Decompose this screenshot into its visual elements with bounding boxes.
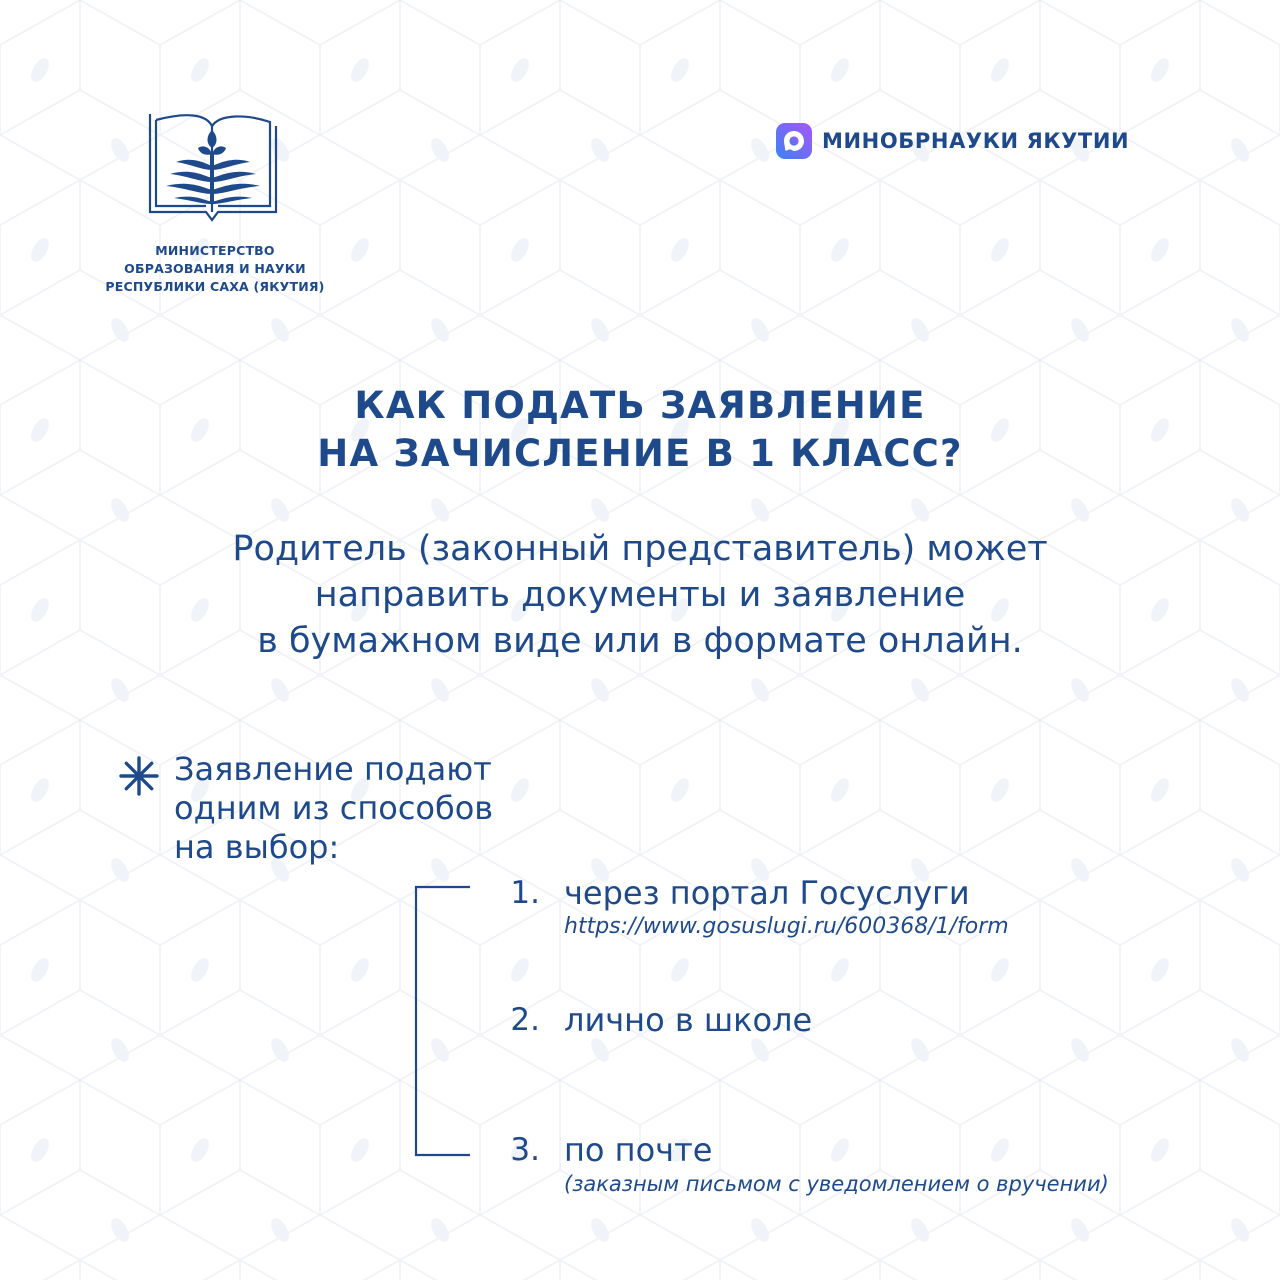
channel-name: МИНОБРНАУКИ ЯКУТИИ — [822, 129, 1130, 153]
open-book-tree-emblem-icon — [146, 108, 280, 224]
intro-line: направить документы и заявление — [314, 575, 966, 615]
title-line: НА ЗАЧИСЛЕНИЕ В 1 КЛАСС? — [317, 432, 963, 475]
list-item-method-2 — [500, 1000, 1200, 1044]
list-item-number: 3. — [510, 1132, 540, 1168]
messenger-channel-icon — [776, 123, 812, 159]
list-item-note: (заказным письмом с уведомлением о вручении) — [564, 1172, 1109, 1196]
ministry-name-line: РЕСПУБЛИКИ САХА (ЯКУТИЯ) — [105, 279, 325, 294]
lead-statement — [174, 750, 674, 867]
title-line: КАК ПОДАТЬ ЗАЯВЛЕНИЕ — [354, 384, 926, 427]
lead-line: на выбор: — [174, 828, 340, 866]
intro-line: в бумажном виде или в формате онлайн. — [257, 621, 1023, 661]
list-item-label: лично в школе — [564, 1001, 813, 1039]
ministry-name-line: ОБРАЗОВАНИЯ И НАУКИ — [124, 261, 306, 276]
channel-badge[interactable] — [776, 122, 1129, 160]
gosuslugi-link[interactable]: https://www.gosuslugi.ru/600368/1/form — [564, 914, 1009, 939]
list-item-method-1 — [500, 873, 1200, 953]
list-item-label: через портал Госуслуги — [564, 874, 970, 912]
list-item-number: 1. — [510, 875, 540, 911]
list-bracket — [414, 885, 474, 1157]
intro-line: Родитель (законный представитель) может — [232, 529, 1048, 569]
list-item-method-3 — [500, 1130, 1200, 1210]
ministry-name-line: МИНИСТЕРСТВО — [155, 243, 275, 258]
intro-paragraph — [90, 526, 1190, 664]
list-item-label: по почте — [564, 1131, 713, 1169]
ministry-name — [80, 242, 350, 296]
lead-line: одним из способов — [174, 789, 494, 827]
page-title — [140, 382, 1140, 478]
lead-line: Заявление подают — [174, 750, 492, 788]
list-item-number: 2. — [510, 1002, 540, 1038]
asterisk-icon — [118, 755, 160, 797]
